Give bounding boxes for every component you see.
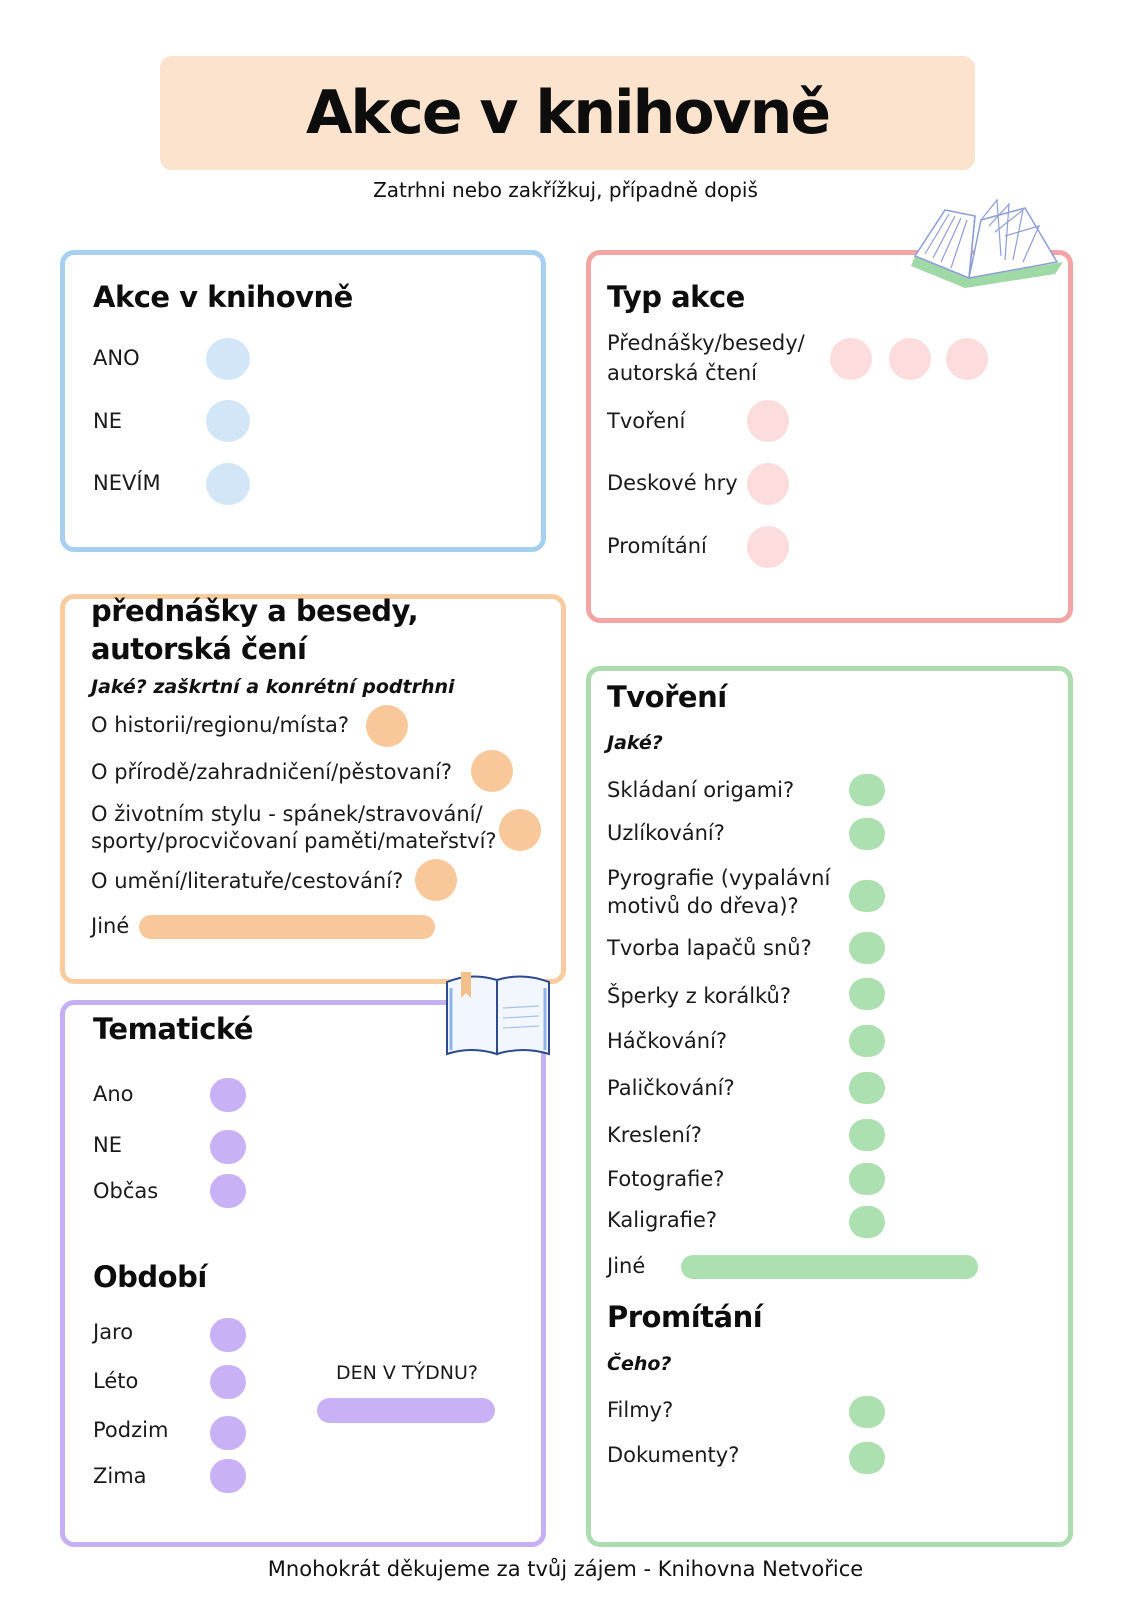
- checkbox-promitani[interactable]: [747, 526, 789, 568]
- tvoreni-question: Jaké?: [607, 732, 663, 754]
- option-label-podzim: Podzim: [93, 1418, 169, 1442]
- checkbox-origami[interactable]: [849, 774, 885, 806]
- option-label-promitani: Promítání: [607, 534, 707, 558]
- checkbox-dokumenty[interactable]: [849, 1442, 885, 1474]
- footer-thanks: Mnohokrát děkujeme za tvůj zájem - Knihovna Netvořice: [267, 1557, 864, 1581]
- checkbox-zima[interactable]: [210, 1459, 246, 1493]
- option-label-tematicke-ano: Ano: [93, 1082, 134, 1106]
- input-jine-tvoreni[interactable]: [681, 1255, 978, 1279]
- section-heading-tvoreni: Tvoření: [607, 680, 727, 714]
- notebook-icon: [443, 968, 555, 1060]
- option-label-zima: Zima: [93, 1464, 147, 1488]
- checkbox-nevim[interactable]: [206, 463, 250, 505]
- section-heading-tematicke: Tematické: [93, 1012, 254, 1046]
- checkbox-podzim[interactable]: [210, 1416, 246, 1450]
- open-book-icon: [905, 196, 1070, 311]
- checkbox-prednasky-2[interactable]: [889, 338, 931, 380]
- option-label-filmy: Filmy?: [607, 1398, 674, 1422]
- checkbox-lapace-snu[interactable]: [849, 932, 885, 964]
- checkbox-ne[interactable]: [206, 400, 250, 442]
- option-label-pyrografie-1: Pyrografie (vypalávní: [607, 866, 831, 890]
- checkbox-tematicke-obcas[interactable]: [210, 1174, 246, 1208]
- option-label-ne: NE: [93, 409, 122, 433]
- checkbox-prednasky-1[interactable]: [830, 338, 872, 380]
- checkbox-kaligrafie[interactable]: [849, 1206, 885, 1238]
- day-of-week-label: DEN V TÝDNU?: [336, 1362, 478, 1384]
- option-label-uzlikovani: Uzlíkování?: [607, 821, 725, 845]
- checkbox-jaro[interactable]: [210, 1318, 246, 1352]
- option-label-umeni: O umění/literatuře/cestování?: [91, 869, 404, 893]
- checkbox-fotografie[interactable]: [849, 1163, 885, 1195]
- option-label-leto: Léto: [93, 1369, 139, 1393]
- page-subtitle: Zatrhni nebo zakřížkuj, případně dopiš: [373, 178, 758, 202]
- checkbox-prednasky-3[interactable]: [946, 338, 988, 380]
- option-label-jine-tvoreni: Jiné: [607, 1254, 646, 1278]
- option-label-sperky: Šperky z korálků?: [607, 984, 791, 1008]
- option-label-dokumenty: Dokumenty?: [607, 1443, 740, 1467]
- section-heading-obdobi: Období: [93, 1260, 207, 1294]
- checkbox-leto[interactable]: [210, 1365, 246, 1399]
- promitani-question: Čeho?: [607, 1353, 672, 1375]
- option-label-zivotni-styl-2: sporty/procvičovaní paměti/mateřství?: [91, 829, 497, 853]
- checkbox-tvoreni[interactable]: [747, 400, 789, 442]
- option-label-nevim: NEVÍM: [93, 471, 161, 495]
- checkbox-umeni[interactable]: [415, 859, 457, 901]
- checkbox-priroda[interactable]: [471, 750, 513, 792]
- option-label-lapace-snu: Tvorba lapačů snů?: [607, 936, 812, 960]
- option-label-zivotni-styl-1: O životním stylu - spánek/stravování/: [91, 802, 483, 826]
- checkbox-pyrografie[interactable]: [849, 880, 885, 912]
- checkbox-deskove-hry[interactable]: [747, 463, 789, 505]
- section-heading-akce: Akce v knihovně: [93, 280, 353, 314]
- checkbox-zivotni-styl[interactable]: [499, 809, 541, 851]
- option-label-hackovani: Háčkování?: [607, 1029, 728, 1053]
- option-label-fotografie: Fotografie?: [607, 1167, 725, 1191]
- section-heading-promitani: Promítání: [607, 1300, 763, 1334]
- option-label-jine-prednasky: Jiné: [91, 914, 130, 938]
- option-label-origami: Skládaní origami?: [607, 778, 795, 802]
- title-banner: [160, 56, 975, 170]
- option-label-palickovani: Paličkování?: [607, 1076, 735, 1100]
- option-label-jaro: Jaro: [93, 1320, 134, 1344]
- checkbox-historie[interactable]: [366, 705, 408, 747]
- option-label-tematicke-ne: NE: [93, 1133, 122, 1157]
- option-label-deskove-hry: Deskové hry: [607, 471, 738, 495]
- checkbox-sperky[interactable]: [849, 978, 885, 1010]
- checkbox-kresleni[interactable]: [849, 1119, 885, 1151]
- input-day-of-week[interactable]: [317, 1398, 495, 1423]
- checkbox-palickovani[interactable]: [849, 1072, 885, 1104]
- page-title: Akce v knihovně: [305, 78, 830, 148]
- option-label-historie: O historii/regionu/místa?: [91, 713, 350, 737]
- checkbox-uzlikovani[interactable]: [849, 818, 885, 850]
- section-heading-typ-akce: Typ akce: [607, 280, 745, 314]
- section-heading-prednasky-line2: autorská čení: [91, 632, 307, 666]
- option-label-pyrografie-2: motivů do dřeva)?: [607, 894, 799, 918]
- option-label-kaligrafie: Kaligrafie?: [607, 1208, 718, 1232]
- option-label-prednasky: Přednášky/besedy/: [607, 331, 805, 355]
- checkbox-filmy[interactable]: [849, 1396, 885, 1428]
- option-label-kresleni: Kreslení?: [607, 1123, 702, 1147]
- checkbox-tematicke-ne[interactable]: [210, 1130, 246, 1164]
- prednasky-instruction: Jaké? zaškrtní a konrétní podtrhni: [91, 676, 455, 698]
- checkbox-tematicke-ano[interactable]: [210, 1078, 246, 1112]
- option-label-priroda: O přírodě/zahradničení/pěstovaní?: [91, 760, 453, 784]
- checkbox-hackovani[interactable]: [849, 1025, 885, 1057]
- option-label-autorska-cteni: autorská čtení: [607, 361, 758, 385]
- option-label-tvoreni: Tvoření: [607, 409, 686, 433]
- option-label-ano: ANO: [93, 346, 140, 370]
- option-label-tematicke-obcas: Občas: [93, 1179, 159, 1203]
- checkbox-ano[interactable]: [206, 338, 250, 380]
- input-jine-prednasky[interactable]: [139, 915, 435, 939]
- section-heading-prednasky-line1: přednášky a besedy,: [91, 594, 419, 628]
